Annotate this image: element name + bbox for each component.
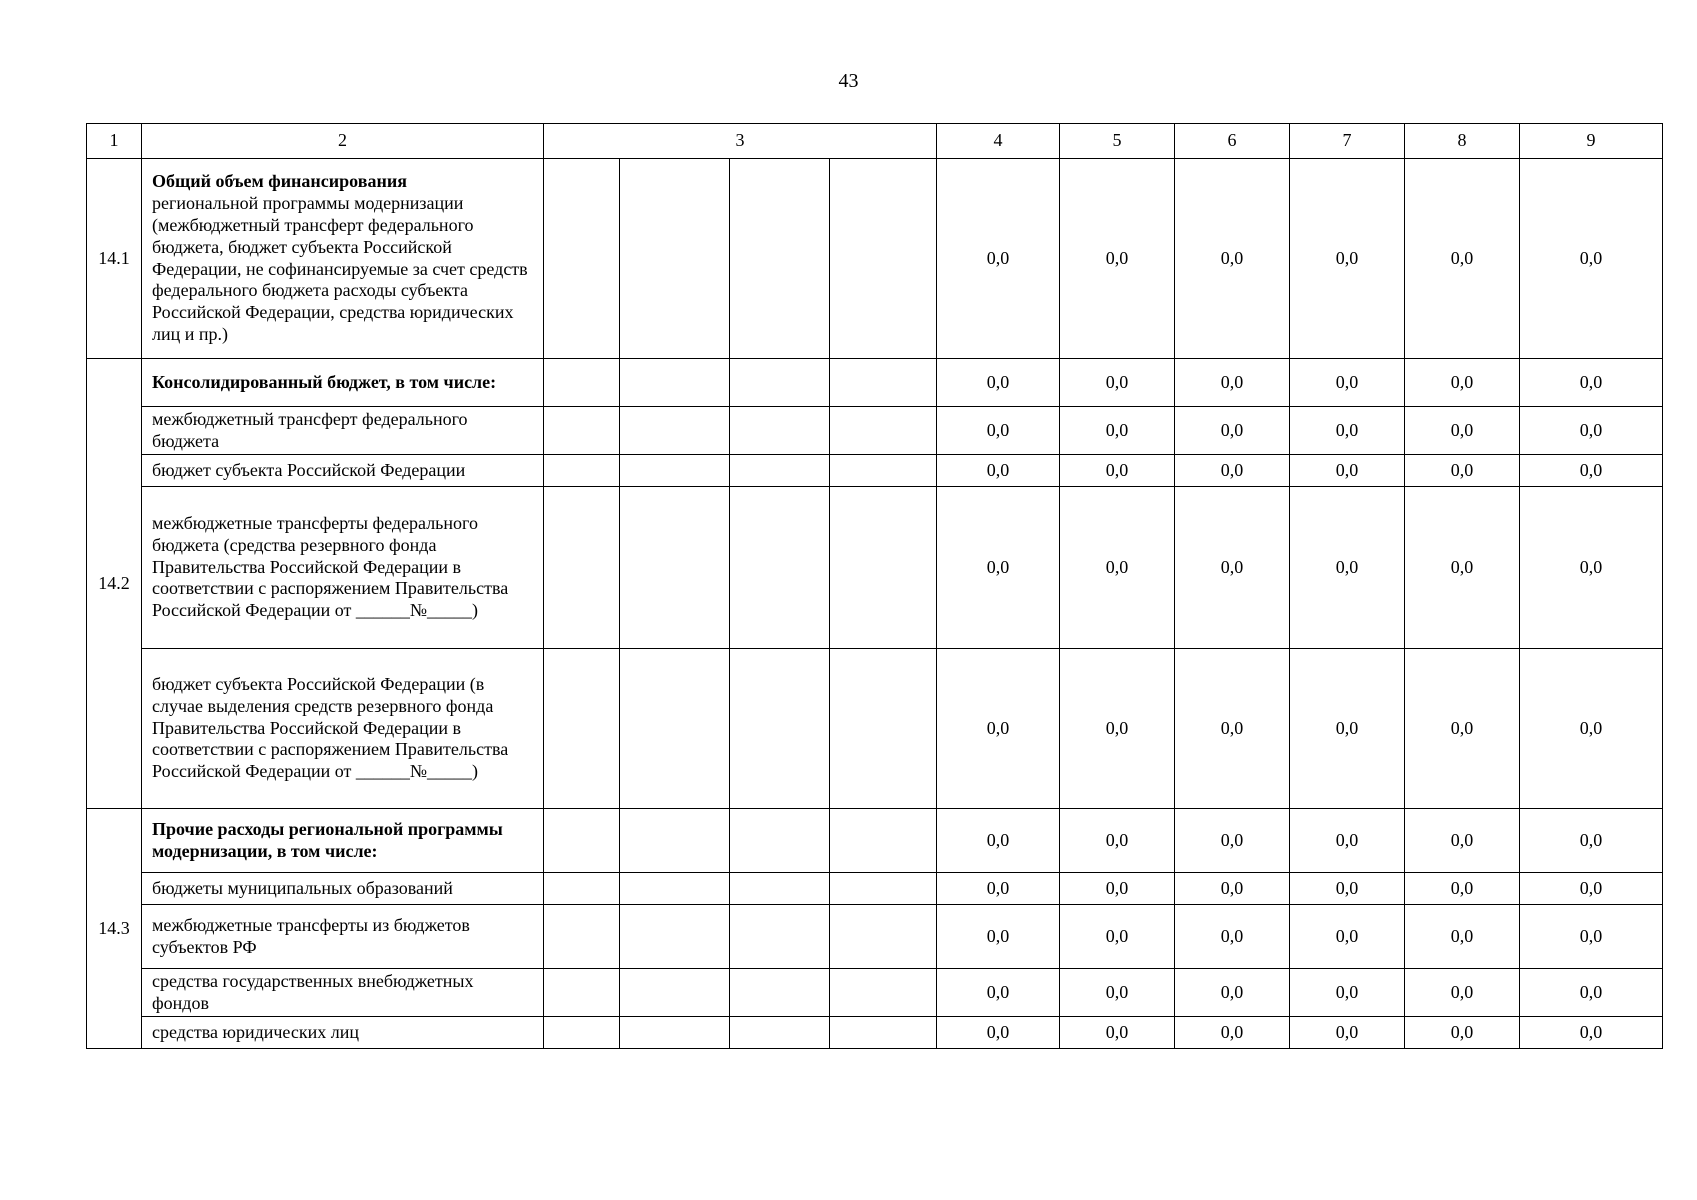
value-cell: 0,0: [1520, 159, 1663, 359]
table-row: [87, 359, 1663, 407]
empty-cell: [620, 969, 730, 1017]
header-cell: 6: [1175, 124, 1290, 159]
value-cell: 0,0: [1175, 407, 1290, 455]
value-cell: 0,0: [1290, 407, 1405, 455]
value-cell: 0,0: [1290, 159, 1405, 359]
description-text: бюджет субъекта Российской Федерации: [152, 459, 466, 480]
value-cell: 0,0: [1520, 809, 1663, 873]
value-cell: 0,0: [1520, 407, 1663, 455]
value-cell: 0,0: [1405, 407, 1520, 455]
value-cell: 0,0: [1290, 809, 1405, 873]
empty-cell: [830, 873, 937, 905]
value-cell: 0,0: [1405, 905, 1520, 969]
empty-cell: [544, 649, 620, 809]
empty-cell: [620, 407, 730, 455]
empty-cell: [730, 407, 830, 455]
empty-cell: [620, 809, 730, 873]
financing-table: [86, 123, 1663, 1049]
value-cell: 0,0: [937, 649, 1060, 809]
row-number-cell: 14.3: [87, 809, 142, 1049]
value-cell: 0,0: [1520, 905, 1663, 969]
description-text: средства юридических лиц: [152, 1021, 359, 1042]
empty-cell: [544, 487, 620, 649]
empty-cell: [830, 905, 937, 969]
value-cell: 0,0: [1405, 359, 1520, 407]
description-cell: [142, 455, 544, 487]
value-cell: 0,0: [1060, 905, 1175, 969]
empty-cell: [544, 159, 620, 359]
value-cell: 0,0: [1060, 873, 1175, 905]
empty-cell: [730, 905, 830, 969]
empty-cell: [830, 159, 937, 359]
value-cell: 0,0: [1175, 455, 1290, 487]
empty-cell: [730, 969, 830, 1017]
description-cell: [142, 359, 544, 407]
value-cell: 0,0: [1290, 969, 1405, 1017]
empty-cell: [620, 1017, 730, 1049]
value-cell: 0,0: [1060, 969, 1175, 1017]
value-cell: 0,0: [1175, 905, 1290, 969]
table-row: [87, 455, 1663, 487]
value-cell: 0,0: [1290, 905, 1405, 969]
table-row: [87, 873, 1663, 905]
empty-cell: [830, 809, 937, 873]
header-cell: 8: [1405, 124, 1520, 159]
value-cell: 0,0: [1060, 407, 1175, 455]
value-cell: 0,0: [1175, 873, 1290, 905]
empty-cell: [544, 455, 620, 487]
value-cell: 0,0: [937, 359, 1060, 407]
value-cell: 0,0: [1290, 359, 1405, 407]
description-text: межбюджетные трансферты из бюджетов субъектов РФ: [152, 914, 470, 957]
value-cell: 0,0: [1290, 1017, 1405, 1049]
value-cell: 0,0: [1290, 487, 1405, 649]
empty-cell: [830, 359, 937, 407]
empty-cell: [620, 905, 730, 969]
empty-cell: [620, 487, 730, 649]
value-cell: 0,0: [1175, 487, 1290, 649]
table-row: [87, 905, 1663, 969]
empty-cell: [620, 649, 730, 809]
table-row: [87, 487, 1663, 649]
table-row: [87, 407, 1663, 455]
value-cell: 0,0: [1060, 1017, 1175, 1049]
empty-cell: [730, 487, 830, 649]
value-cell: 0,0: [937, 159, 1060, 359]
description-cell: [142, 905, 544, 969]
value-cell: 0,0: [1520, 359, 1663, 407]
description-cell: [142, 873, 544, 905]
empty-cell: [830, 487, 937, 649]
header-cell: 7: [1290, 124, 1405, 159]
value-cell: 0,0: [1290, 649, 1405, 809]
value-cell: 0,0: [1175, 969, 1290, 1017]
value-cell: 0,0: [937, 455, 1060, 487]
value-cell: 0,0: [1520, 969, 1663, 1017]
value-cell: 0,0: [1175, 1017, 1290, 1049]
empty-cell: [544, 809, 620, 873]
value-cell: 0,0: [1405, 649, 1520, 809]
value-cell: 0,0: [1405, 455, 1520, 487]
empty-cell: [544, 407, 620, 455]
empty-cell: [830, 1017, 937, 1049]
empty-cell: [620, 359, 730, 407]
description-cell: [142, 407, 544, 455]
page-number: 43: [838, 70, 859, 92]
value-cell: 0,0: [1405, 159, 1520, 359]
empty-cell: [730, 649, 830, 809]
value-cell: 0,0: [937, 873, 1060, 905]
description-bold-text: Общий объем финансирования: [152, 170, 407, 191]
description-cell: [142, 1017, 544, 1049]
value-cell: 0,0: [1405, 1017, 1520, 1049]
empty-cell: [830, 969, 937, 1017]
header-cell: 5: [1060, 124, 1175, 159]
value-cell: 0,0: [1175, 649, 1290, 809]
empty-cell: [544, 1017, 620, 1049]
empty-cell: [620, 873, 730, 905]
description-bold-text: Прочие расходы региональной программы модернизации, в том числе:: [152, 818, 503, 861]
empty-cell: [830, 649, 937, 809]
value-cell: 0,0: [1520, 487, 1663, 649]
empty-cell: [730, 455, 830, 487]
value-cell: 0,0: [1520, 455, 1663, 487]
header-cell: 9: [1520, 124, 1663, 159]
value-cell: 0,0: [1175, 159, 1290, 359]
value-cell: 0,0: [937, 407, 1060, 455]
empty-cell: [544, 905, 620, 969]
table-row: [87, 969, 1663, 1017]
value-cell: 0,0: [1520, 873, 1663, 905]
empty-cell: [620, 159, 730, 359]
header-cell: 3: [544, 124, 937, 159]
description-cell: [142, 159, 544, 359]
description-text: межбюджетный трансферт федерального бюджета: [152, 408, 468, 451]
header-cell: 1: [87, 124, 142, 159]
empty-cell: [730, 809, 830, 873]
description-text: бюджет субъекта Российской Федерации (в случае выделения средств резервного фонда Правительства Российской Федерации в соответствии с распоряжением Правительства Российской Федерации от ______№_____): [152, 673, 509, 782]
value-cell: 0,0: [1060, 359, 1175, 407]
empty-cell: [830, 455, 937, 487]
empty-cell: [620, 455, 730, 487]
value-cell: 0,0: [1405, 873, 1520, 905]
row-number-cell: 14.2: [87, 359, 142, 809]
empty-cell: [730, 873, 830, 905]
value-cell: 0,0: [1405, 487, 1520, 649]
description-text: средства государственных внебюджетных фондов: [152, 970, 474, 1013]
value-cell: 0,0: [937, 487, 1060, 649]
value-cell: 0,0: [1060, 455, 1175, 487]
value-cell: 0,0: [1520, 1017, 1663, 1049]
value-cell: 0,0: [1060, 487, 1175, 649]
table-row: [87, 649, 1663, 809]
header-cell: 4: [937, 124, 1060, 159]
empty-cell: [730, 1017, 830, 1049]
value-cell: 0,0: [1060, 809, 1175, 873]
description-text: бюджеты муниципальных образований: [152, 877, 453, 898]
header-row: [87, 124, 1663, 159]
table-row: [87, 1017, 1663, 1049]
empty-cell: [544, 969, 620, 1017]
value-cell: 0,0: [1290, 455, 1405, 487]
empty-cell: [830, 407, 937, 455]
description-cell: [142, 487, 544, 649]
empty-cell: [544, 359, 620, 407]
value-cell: 0,0: [1405, 809, 1520, 873]
value-cell: 0,0: [1520, 649, 1663, 809]
description-cell: [142, 809, 544, 873]
description-cell: [142, 649, 544, 809]
description-text: региональной программы модернизации (межбюджетный трансферт федерального бюджета, бюджет субъекта Российской Федерации, не софинансируемые за счет средств федерального бюджета расходы субъекта Российской Федерации, средства юридических лиц и пр.): [152, 192, 528, 345]
value-cell: 0,0: [1060, 649, 1175, 809]
value-cell: 0,0: [937, 905, 1060, 969]
description-text: межбюджетные трансферты федерального бюджета (средства резервного фонда Правительства Российской Федерации в соответствии с распоряжением Правительства Российской Федерации от ______№_____): [152, 512, 509, 621]
value-cell: 0,0: [1290, 873, 1405, 905]
value-cell: 0,0: [937, 809, 1060, 873]
value-cell: 0,0: [1405, 969, 1520, 1017]
value-cell: 0,0: [937, 1017, 1060, 1049]
value-cell: 0,0: [1175, 809, 1290, 873]
empty-cell: [730, 159, 830, 359]
table-row: [87, 809, 1663, 873]
table-row: [87, 159, 1663, 359]
value-cell: 0,0: [1175, 359, 1290, 407]
empty-cell: [730, 359, 830, 407]
value-cell: 0,0: [1060, 159, 1175, 359]
row-number-cell: 14.1: [87, 159, 142, 359]
description-cell: [142, 969, 544, 1017]
empty-cell: [544, 873, 620, 905]
description-bold-text: Консолидированный бюджет, в том числе:: [152, 371, 497, 392]
header-cell: 2: [142, 124, 544, 159]
value-cell: 0,0: [937, 969, 1060, 1017]
